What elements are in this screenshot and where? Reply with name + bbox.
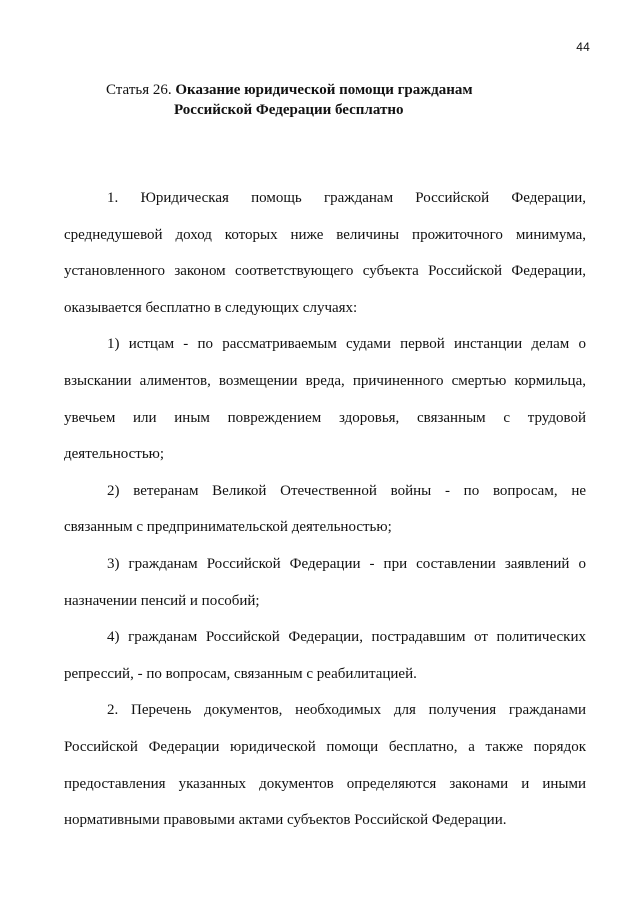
article-title-line-1: Оказание юридической помощи гражданам — [175, 82, 473, 98]
article-title-line-2: Российской Федерации бесплатно — [174, 102, 404, 118]
body-line: связанным с предпринимательской деятельностью; — [64, 519, 392, 536]
body-line: увечьем или иным повреждением здоровья, связанным с трудовой — [64, 409, 586, 426]
body-line: репрессий, - по вопросам, связанным с реабилитацией. — [64, 665, 417, 682]
body-line: 1. Юридическая помощь гражданам Российской Федерации, — [107, 190, 586, 206]
body-line: оказывается бесплатно в следующих случаях: — [64, 299, 358, 316]
body-line: 1) истцам - по рассматриваемым судами первой инстанции делам о — [107, 336, 586, 353]
body-line: предоставления указанных документов определяются законами и иными — [64, 775, 586, 792]
body-line: нормативными правовыми актами субъектов Российской Федерации. — [64, 812, 507, 829]
body-line: 4) гражданам Российской Федерации, пострадавшим от политических — [107, 629, 586, 646]
article-heading — [106, 80, 586, 120]
body-line: Российской Федерации юридической помощи бесплатно, а также порядок — [64, 738, 586, 755]
body-line: установленного законом соответствующего субъекта Российской Федерации, — [64, 263, 586, 280]
page-number: 44 — [576, 40, 590, 54]
body-line: среднедушевой доход которых ниже величины прожиточного минимума, — [64, 226, 586, 243]
body-line: 3) гражданам Российской Федерации - при составлении заявлений о — [107, 555, 586, 572]
article-label: Статья 26. — [106, 82, 172, 98]
body-line: 2. Перечень документов, необходимых для получения гражданами — [107, 702, 586, 719]
body-line: назначении пенсий и пособий; — [64, 592, 260, 609]
body-line: 2) ветеранам Великой Отечественной войны - по вопросам, не — [107, 482, 586, 499]
article-body — [64, 180, 586, 839]
body-line: взыскании алиментов, возмещении вреда, причиненного смертью кормильца, — [64, 372, 586, 389]
body-line: деятельностью; — [64, 446, 165, 463]
